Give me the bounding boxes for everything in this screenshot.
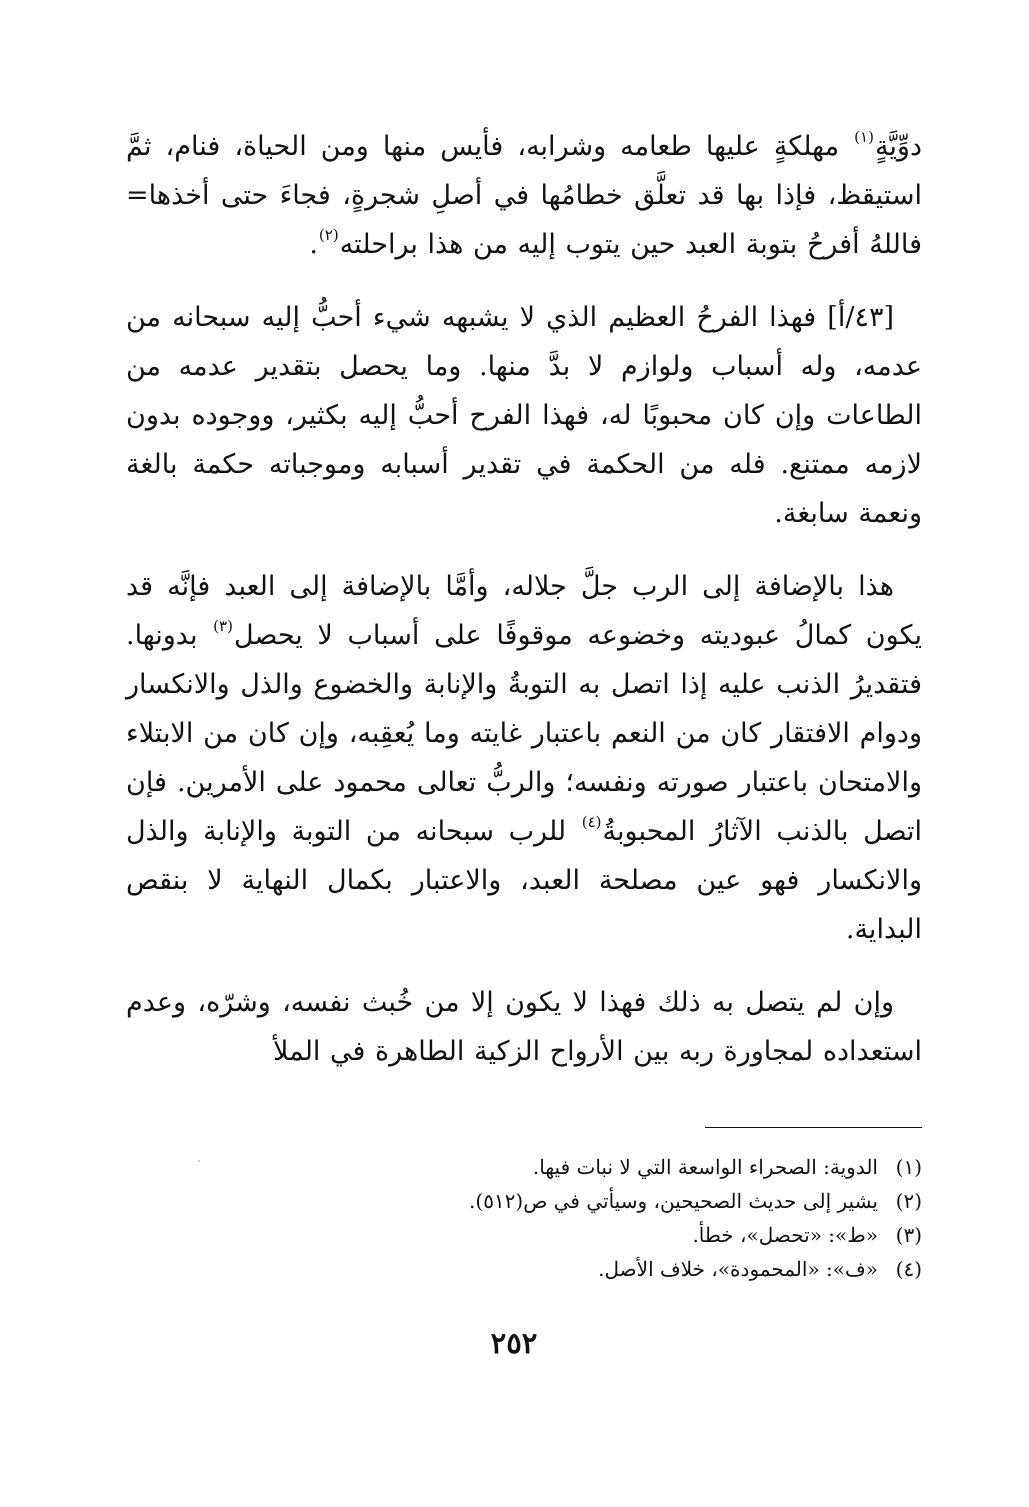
footnote-text: يشير إلى حديث الصحيحين، وسيأتي في ص(٥١٢). bbox=[469, 1189, 878, 1213]
footnote-number: (٣) bbox=[895, 1223, 922, 1247]
footnote-3 bbox=[300, 1218, 922, 1252]
footnotes bbox=[300, 1150, 922, 1286]
paragraph-3 bbox=[126, 562, 922, 954]
paragraph-4 bbox=[126, 978, 922, 1076]
paragraph-2 bbox=[126, 293, 922, 538]
paragraph-2-text: [٤٣/أ] فهذا الفرحُ العظيم الذي لا يشبهه شيء أحبُّ إليه سبحانه من عدمه، وله أسباب ولوازم لا بدَّ منها. وما يحصل بتقدير عدمه من الطاعات وإن كان محبوبًا له، فهذا الفرح أحبُّ إليه بكثير، ووجوده بدون لازمه ممتنع. فله من الحكمة في تقدير أسبابه وموجباته حكمة بالغة ونعمة سابغة. bbox=[126, 302, 923, 529]
footnote-number: (١) bbox=[895, 1155, 922, 1179]
main-text bbox=[126, 122, 922, 1076]
paragraph-3-text-a: هذا بالإضافة إلى الرب جلَّ جلاله، وأمَّا بالإضافة إلى العبد فإنَّه قد يكون كمالُ عبوديته وخضوعه موقوفًا على أسباب لا يحصل bbox=[126, 571, 922, 651]
footnote-ref-4[interactable]: (٤) bbox=[581, 813, 602, 831]
footnote-number: (٢) bbox=[895, 1189, 922, 1213]
paragraph-3-text-c: للرب سبحانه من التوبة والإنابة والذل والانكسار فهو عين مصلحة العبد، والاعتبار بكمال النهاية لا بنقص البداية. bbox=[126, 816, 922, 945]
footnote-ref-2[interactable]: (٢) bbox=[318, 226, 339, 244]
footnote-text: «ف»: «المحمودة»، خلاف الأصل. bbox=[598, 1257, 878, 1281]
footnote-ref-3[interactable]: (٣) bbox=[213, 617, 233, 635]
footnote-4 bbox=[300, 1252, 922, 1286]
footnote-separator bbox=[705, 1127, 922, 1128]
paragraph-1 bbox=[126, 122, 922, 269]
paragraph-1-text-b: مهلكةٍ عليها طعامه وشرابه، فأيس منها ومن الحياة، فنام، ثمَّ استيقظ، فإذا بها قد تعلَّق خطامُها في أصلِ شجرةٍ، فجاءَ حتى أخذها= فاللهُ أفرحُ بتوبة العبد حين يتوب إليه من هذا براحلته bbox=[126, 131, 922, 260]
margin-speck bbox=[198, 1160, 200, 1162]
footnote-number: (٤) bbox=[895, 1257, 922, 1281]
footnote-1 bbox=[300, 1150, 922, 1184]
page-number: ٢٥٢ bbox=[490, 1326, 538, 1360]
paragraph-1-text-c: . bbox=[309, 229, 318, 260]
footnote-text: «ط»: «تحصل»، خطأ. bbox=[692, 1223, 878, 1247]
paragraph-3-text-b: بدونها. فتقديرُ الذنب عليه إذا اتصل به التوبةُ والإنابة والخضوع والذل والانكسار ودوام الافتقار كان من النعم باعتبار غايته وما يُعقِبه، وإن كان من الابتلاء والامتحان باعتبار صورته ونفسه؛ والربُّ تعالى محمود على الأمرين. فإن اتصل بالذنب الآثارُ المحبوبةُ bbox=[126, 620, 923, 847]
paragraph-1-text-a: دوِّيَّةٍ bbox=[874, 131, 922, 162]
paragraph-4-text: وإن لم يتصل به ذلك فهذا لا يكون إلا من خُبث نفسه، وشرّه، وعدم استعداده لمجاورة ربه بين الأرواح الزكية الطاهرة في الملأ bbox=[126, 987, 922, 1067]
footnote-2 bbox=[300, 1184, 922, 1218]
footnote-ref-1[interactable]: (١) bbox=[854, 128, 874, 146]
footnote-text: الدوية: الصحراء الواسعة التي لا نبات فيها. bbox=[532, 1155, 878, 1179]
